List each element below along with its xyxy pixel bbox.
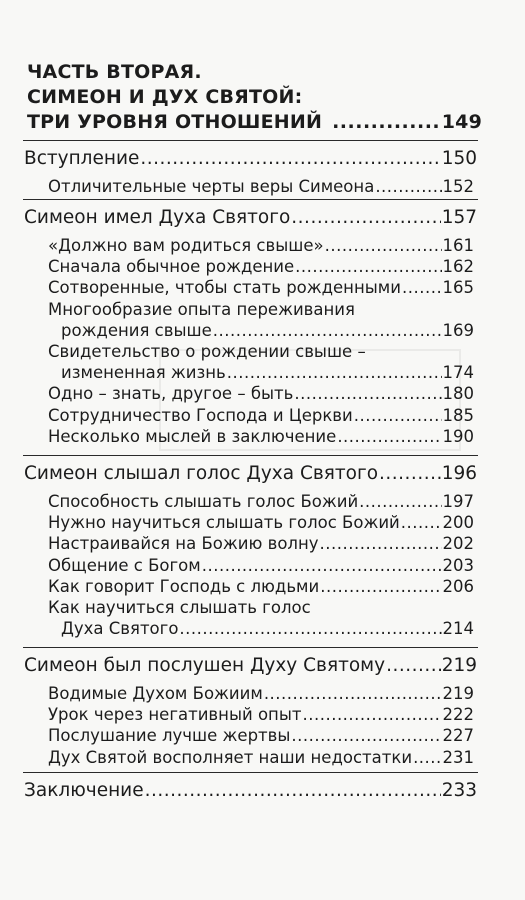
subchapter-entry xyxy=(48,684,474,703)
dot-leader xyxy=(179,619,441,638)
dot-leader xyxy=(375,177,441,196)
page-number: 150 xyxy=(441,148,477,169)
part-line-2: СИМЕОН И ДУХ СВЯТОЙ: xyxy=(27,86,303,108)
separator-line xyxy=(23,140,478,141)
page-number: 206 xyxy=(442,576,474,596)
entry-title: Сотворенные, чтобы стать рожденными xyxy=(48,278,401,298)
chapter-entry xyxy=(24,207,477,228)
page-number: 161 xyxy=(442,236,474,255)
dot-leader xyxy=(264,684,442,703)
page-number: 214 xyxy=(442,619,474,639)
separator-line xyxy=(23,455,478,456)
page-number: 200 xyxy=(442,513,474,533)
page-number: 190 xyxy=(442,426,474,446)
chapter-entry xyxy=(24,655,477,676)
subchapter-entry xyxy=(48,278,474,297)
subchapter-entry xyxy=(61,363,474,382)
separator-line xyxy=(23,772,478,773)
page-number: 203 xyxy=(442,555,474,575)
entry-title: Послушание лучше жертвы xyxy=(48,726,291,746)
subchapter-entry xyxy=(48,748,474,767)
dot-leader xyxy=(354,406,442,425)
page-number: 157 xyxy=(441,207,477,228)
dot-leader xyxy=(291,726,441,745)
dot-leader xyxy=(413,748,441,767)
subchapter-entry-line1: Многообразие опыта переживания xyxy=(48,299,355,319)
dot-leader xyxy=(386,655,441,676)
page-number: 227 xyxy=(442,726,474,746)
dot-leader xyxy=(140,148,440,169)
dot-leader xyxy=(320,577,441,596)
entry-title: Одно – знать, другое – быть xyxy=(48,384,294,404)
subchapter-entry xyxy=(48,177,474,196)
entry-title: «Должно вам родиться свыше» xyxy=(48,236,324,255)
page-number: 202 xyxy=(442,534,474,554)
entry-title: рождения свыше xyxy=(61,320,212,340)
dot-leader xyxy=(145,780,441,801)
subchapter-entry xyxy=(48,513,474,532)
dot-leader xyxy=(291,207,440,228)
entry-title: Духа Святого xyxy=(61,619,179,639)
entry-title: Сначала обычное рождение xyxy=(48,257,295,277)
subchapter-entry xyxy=(48,427,474,446)
entry-title: Нужно научиться слышать голос Божий xyxy=(48,513,400,533)
dot-leader xyxy=(401,513,442,532)
dot-leader xyxy=(227,363,442,382)
dot-leader xyxy=(202,556,442,575)
entry-title: Несколько мыслей в заключение xyxy=(48,426,337,446)
entry-title: Заключение xyxy=(24,780,144,801)
dot-leader xyxy=(359,492,441,511)
entry-title: Урок через негативный опыт xyxy=(48,705,302,725)
subchapter-entry xyxy=(48,257,474,276)
entry-title: Способность слышать голос Божий xyxy=(48,492,359,511)
dot-leader xyxy=(337,427,441,446)
entry-title: Настраивайся на Божию волну xyxy=(48,534,319,554)
page-number: 169 xyxy=(442,320,474,340)
page-number: 222 xyxy=(442,705,474,725)
dot-leader xyxy=(379,463,441,484)
page-number: 185 xyxy=(442,405,474,425)
entry-title: Общение с Богом xyxy=(48,555,201,575)
subchapter-entry xyxy=(48,492,474,511)
page-number: 233 xyxy=(441,780,477,801)
subchapter-entry-line1: Как научиться слышать голос xyxy=(48,598,311,617)
entry-title: Отличительные черты веры Симеона xyxy=(48,177,375,196)
chapter-entry xyxy=(24,780,477,801)
entry-title: Как говорит Господь с людьми xyxy=(48,576,320,596)
entry-title: Водимые Духом Божиим xyxy=(48,684,263,703)
page-number: 152 xyxy=(442,177,474,196)
subchapter-entry xyxy=(48,556,474,575)
subchapter-entry xyxy=(48,236,474,255)
dot-leader xyxy=(213,321,442,340)
entry-title: Дух Святой восполняет наши недостатки xyxy=(48,747,413,767)
entry-title: Симеон слышал голос Духа Святого xyxy=(24,463,379,484)
dot-leader xyxy=(320,534,442,553)
dot-leader xyxy=(295,257,441,276)
page-number: 165 xyxy=(442,278,474,298)
chapter-entry xyxy=(24,463,477,484)
page-number: 180 xyxy=(442,384,474,404)
chapter-entry xyxy=(24,148,477,169)
dot-leader xyxy=(402,278,442,297)
dot-leader xyxy=(325,236,442,255)
page-number: 219 xyxy=(442,684,474,703)
entry-title: Вступление xyxy=(24,148,140,169)
page-number: 162 xyxy=(442,257,474,277)
separator-line xyxy=(23,199,478,200)
subchapter-entry xyxy=(48,406,474,425)
subchapter-entry xyxy=(48,726,474,745)
subchapter-entry xyxy=(48,384,474,403)
subchapter-entry xyxy=(48,577,474,596)
subchapter-entry xyxy=(48,534,474,553)
page-number: 231 xyxy=(442,747,474,767)
entry-title: Симеон имел Духа Святого xyxy=(24,207,291,228)
page-number: 174 xyxy=(442,363,474,383)
subchapter-entry-line1: Свидетельство о рождении свыше – xyxy=(48,342,366,361)
page-number: 219 xyxy=(441,655,477,676)
page-number: 149 xyxy=(441,111,482,133)
part-line-3-row xyxy=(27,111,482,133)
dot-leader xyxy=(294,384,441,403)
dot-leader xyxy=(302,705,441,724)
part-line-1: ЧАСТЬ ВТОРАЯ. xyxy=(27,61,202,83)
dot-leader xyxy=(332,111,441,133)
subchapter-entry xyxy=(48,705,474,724)
subchapter-entry xyxy=(61,619,474,638)
subchapter-entry xyxy=(61,321,474,340)
page-number: 196 xyxy=(441,463,477,484)
separator-line xyxy=(23,647,478,648)
entry-title: измененная жизнь xyxy=(61,363,226,383)
entry-title: Симеон был послушен Духу Святому xyxy=(24,655,386,676)
entry-title: Сотрудничество Господа и Церкви xyxy=(48,405,353,425)
part-line-3: ТРИ УРОВНЯ ОТНОШЕНИЙ xyxy=(27,111,323,133)
page-number: 197 xyxy=(442,492,474,511)
